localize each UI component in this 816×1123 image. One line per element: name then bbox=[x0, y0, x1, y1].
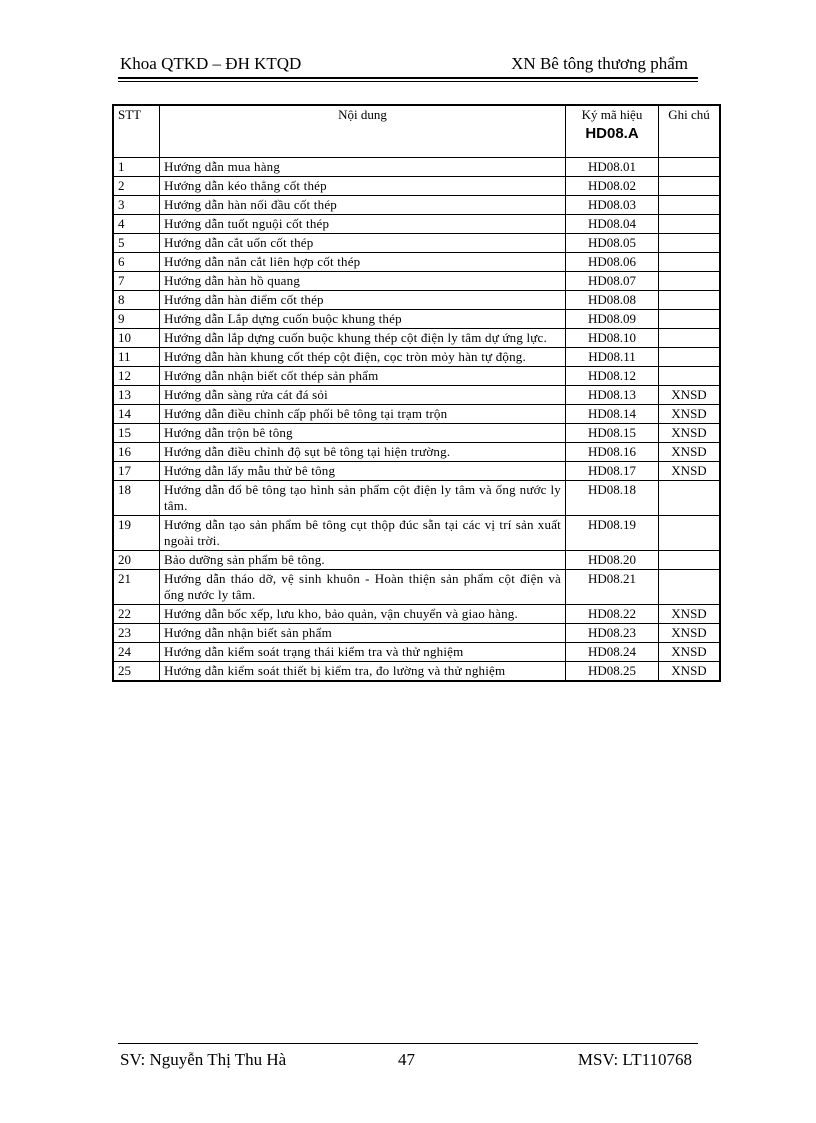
col-header-code-sub: HD08.A bbox=[585, 125, 639, 142]
row-note: XNSD bbox=[659, 404, 721, 423]
table-row bbox=[113, 271, 720, 290]
row-stt: 21 bbox=[113, 569, 160, 604]
row-code: HD08.02 bbox=[566, 176, 659, 195]
header-rule-thin bbox=[118, 81, 698, 82]
row-content: Hướng dẫn trộn bê tông bbox=[160, 423, 566, 442]
footer-page-number: 47 bbox=[398, 1050, 415, 1069]
row-code: HD08.17 bbox=[566, 461, 659, 480]
table-row bbox=[113, 480, 720, 515]
table-row bbox=[113, 550, 720, 569]
footer-student: SV: Nguyễn Thị Thu Hà bbox=[120, 1050, 287, 1069]
table-row bbox=[113, 347, 720, 366]
table-row bbox=[113, 366, 720, 385]
row-stt: 14 bbox=[113, 404, 160, 423]
table-row bbox=[113, 515, 720, 550]
row-note bbox=[659, 328, 721, 347]
row-code: HD08.01 bbox=[566, 157, 659, 176]
row-code: HD08.20 bbox=[566, 550, 659, 569]
row-content: Bảo dưỡng sản phẩm bê tông. bbox=[160, 550, 566, 569]
row-stt: 2 bbox=[113, 176, 160, 195]
row-code: HD08.10 bbox=[566, 328, 659, 347]
row-note bbox=[659, 176, 721, 195]
row-note bbox=[659, 195, 721, 214]
table-row bbox=[113, 461, 720, 480]
header-faculty: Khoa QTKD – ĐH KTQD bbox=[120, 54, 302, 73]
row-note: XNSD bbox=[659, 623, 721, 642]
row-stt: 12 bbox=[113, 366, 160, 385]
row-stt: 20 bbox=[113, 550, 160, 569]
row-code: HD08.23 bbox=[566, 623, 659, 642]
table-header-row bbox=[113, 105, 720, 157]
row-stt: 6 bbox=[113, 252, 160, 271]
row-note bbox=[659, 347, 721, 366]
row-note: XNSD bbox=[659, 604, 721, 623]
page-footer bbox=[118, 1043, 698, 1073]
row-stt: 15 bbox=[113, 423, 160, 442]
row-content: Hướng dẫn bốc xếp, lưu kho, bảo quản, vận chuyển và giao hàng. bbox=[160, 604, 566, 623]
row-content: Hướng dẫn điều chỉnh độ sụt bê tông tại hiện trường. bbox=[160, 442, 566, 461]
row-code: HD08.09 bbox=[566, 309, 659, 328]
row-content: Hướng dẫn cắt uốn cốt thép bbox=[160, 233, 566, 252]
table-row bbox=[113, 309, 720, 328]
footer-rule bbox=[118, 1043, 698, 1044]
footer-msv: MSV: LT110768 bbox=[577, 1050, 692, 1069]
row-note bbox=[659, 214, 721, 233]
row-note bbox=[659, 309, 721, 328]
row-code: HD08.21 bbox=[566, 569, 659, 604]
row-stt: 10 bbox=[113, 328, 160, 347]
page-header bbox=[118, 52, 698, 78]
row-code: HD08.05 bbox=[566, 233, 659, 252]
row-stt: 7 bbox=[113, 271, 160, 290]
row-stt: 19 bbox=[113, 515, 160, 550]
row-stt: 4 bbox=[113, 214, 160, 233]
table-row bbox=[113, 157, 720, 176]
row-code: HD08.24 bbox=[566, 642, 659, 661]
table-row bbox=[113, 442, 720, 461]
table-row bbox=[113, 328, 720, 347]
row-note: XNSD bbox=[659, 642, 721, 661]
row-code: HD08.07 bbox=[566, 271, 659, 290]
row-note bbox=[659, 157, 721, 176]
col-header-content: Nội dung bbox=[160, 105, 566, 157]
row-content: Hướng dẫn nắn cắt liên hợp cốt thép bbox=[160, 252, 566, 271]
row-content: Hướng dẫn kiểm soát trạng thái kiểm tra và thử nghiệm bbox=[160, 642, 566, 661]
row-content: Hướng dẫn sàng rửa cát đá sỏi bbox=[160, 385, 566, 404]
table-row bbox=[113, 604, 720, 623]
row-code: HD08.16 bbox=[566, 442, 659, 461]
guidance-table bbox=[112, 104, 721, 682]
row-content: Hướng dẫn kéo thẳng cốt thép bbox=[160, 176, 566, 195]
row-note bbox=[659, 515, 721, 550]
row-note bbox=[659, 233, 721, 252]
row-stt: 3 bbox=[113, 195, 160, 214]
table-row bbox=[113, 252, 720, 271]
row-code: HD08.08 bbox=[566, 290, 659, 309]
table-row bbox=[113, 569, 720, 604]
row-content: Hướng dẫn hàn nối đầu cốt thép bbox=[160, 195, 566, 214]
row-note bbox=[659, 480, 721, 515]
row-content: Hướng dẫn tháo dỡ, vệ sinh khuôn - Hoàn thiện sản phẩm cột điện và ống nước ly tâm. bbox=[160, 569, 566, 604]
row-stt: 5 bbox=[113, 233, 160, 252]
row-content: Hướng dẫn đổ bê tông tạo hình sản phẩm cột điện ly tâm và ống nước ly tâm. bbox=[160, 480, 566, 515]
row-content: Hướng dẫn hàn hồ quang bbox=[160, 271, 566, 290]
col-header-stt: STT bbox=[113, 105, 160, 157]
row-code: HD08.22 bbox=[566, 604, 659, 623]
table-row bbox=[113, 423, 720, 442]
row-note bbox=[659, 569, 721, 604]
row-stt: 8 bbox=[113, 290, 160, 309]
row-content: Hướng dẫn nhận biết cốt thép sản phẩm bbox=[160, 366, 566, 385]
row-content: Hướng dẫn điều chỉnh cấp phối bê tông tại trạm trộn bbox=[160, 404, 566, 423]
row-code: HD08.18 bbox=[566, 480, 659, 515]
table-row bbox=[113, 404, 720, 423]
row-code: HD08.11 bbox=[566, 347, 659, 366]
row-content: Hướng dẫn Lắp dựng cuốn buộc khung thép bbox=[160, 309, 566, 328]
col-header-note: Ghi chú bbox=[659, 105, 721, 157]
row-content: Hướng dẫn tạo sản phẩm bê tông cụt thộp đúc sẵn tại các vị trí sản xuất ngoài trời. bbox=[160, 515, 566, 550]
row-note: XNSD bbox=[659, 442, 721, 461]
row-content: Hướng dẫn mua hàng bbox=[160, 157, 566, 176]
row-code: HD08.13 bbox=[566, 385, 659, 404]
row-stt: 23 bbox=[113, 623, 160, 642]
row-code: HD08.25 bbox=[566, 661, 659, 681]
row-note: XNSD bbox=[659, 461, 721, 480]
table-row bbox=[113, 176, 720, 195]
row-code: HD08.03 bbox=[566, 195, 659, 214]
row-note bbox=[659, 271, 721, 290]
row-note: XNSD bbox=[659, 661, 721, 681]
col-header-code-label: Ký mã hiệu bbox=[581, 107, 643, 122]
row-code: HD08.12 bbox=[566, 366, 659, 385]
row-note: XNSD bbox=[659, 423, 721, 442]
row-code: HD08.04 bbox=[566, 214, 659, 233]
row-stt: 1 bbox=[113, 157, 160, 176]
row-code: HD08.14 bbox=[566, 404, 659, 423]
row-note bbox=[659, 252, 721, 271]
row-note: XNSD bbox=[659, 385, 721, 404]
row-stt: 25 bbox=[113, 661, 160, 681]
row-content: Hướng dẫn hàn khung cốt thép cột điện, cọc tròn mỏy hàn tự động. bbox=[160, 347, 566, 366]
table-body bbox=[113, 157, 720, 681]
row-stt: 16 bbox=[113, 442, 160, 461]
table-row bbox=[113, 623, 720, 642]
row-stt: 18 bbox=[113, 480, 160, 515]
row-note bbox=[659, 366, 721, 385]
table-row bbox=[113, 385, 720, 404]
table-row bbox=[113, 214, 720, 233]
row-stt: 24 bbox=[113, 642, 160, 661]
table-row bbox=[113, 661, 720, 681]
table-row bbox=[113, 195, 720, 214]
row-stt: 17 bbox=[113, 461, 160, 480]
row-code: HD08.15 bbox=[566, 423, 659, 442]
row-content: Hướng dẫn lấy mẫu thử bê tông bbox=[160, 461, 566, 480]
row-note bbox=[659, 550, 721, 569]
col-header-code bbox=[566, 105, 659, 157]
row-code: HD08.06 bbox=[566, 252, 659, 271]
row-stt: 13 bbox=[113, 385, 160, 404]
header-rule bbox=[118, 77, 698, 79]
row-content: Hướng dẫn tuốt nguội cốt thép bbox=[160, 214, 566, 233]
header-company: XN Bê tông thương phẩm bbox=[511, 54, 688, 73]
row-content: Hướng dẫn hàn điểm cốt thép bbox=[160, 290, 566, 309]
row-content: Hướng dẫn kiểm soát thiết bị kiểm tra, đo lường và thử nghiệm bbox=[160, 661, 566, 681]
row-content: Hướng dẫn nhận biết sản phẩm bbox=[160, 623, 566, 642]
row-stt: 11 bbox=[113, 347, 160, 366]
row-stt: 9 bbox=[113, 309, 160, 328]
row-stt: 22 bbox=[113, 604, 160, 623]
row-note bbox=[659, 290, 721, 309]
row-content: Hướng dẫn lắp dựng cuốn buộc khung thép cột điện ly tâm dự ứng lực. bbox=[160, 328, 566, 347]
table-row bbox=[113, 290, 720, 309]
table-row bbox=[113, 233, 720, 252]
row-code: HD08.19 bbox=[566, 515, 659, 550]
table-row bbox=[113, 642, 720, 661]
